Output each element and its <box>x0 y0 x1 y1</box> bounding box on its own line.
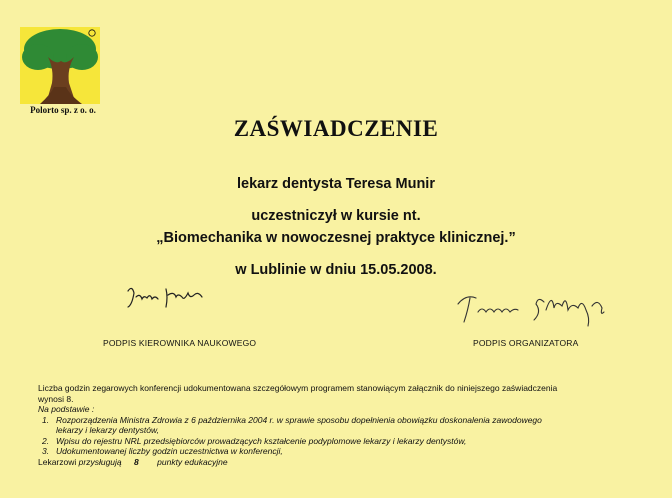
place-date-line: w Lublinie w dniu 15.05.2008. <box>235 262 437 278</box>
basis-list <box>38 415 658 457</box>
company-logo <box>20 27 100 104</box>
list-item: 3. Udokumentowanej liczby godzin uczestnictwa w konferencji, <box>42 446 283 456</box>
recipient-line: lekarz dentysta Teresa Munir <box>237 176 435 192</box>
tree-logo-icon <box>20 27 100 104</box>
company-name: Polorto sp. z o. o. <box>30 105 96 115</box>
organizer-signature <box>452 288 612 330</box>
list-item: 2. Wpisu do rejestru NRL przedsiębiorców prowadzących kształcenie podyplomowe lekarzy i lekarzy dentystów, <box>42 435 467 446</box>
organizer-caption: PODPIS ORGANIZATORA <box>473 338 579 348</box>
participation-line: uczestniczył w kursie nt. <box>251 208 421 224</box>
document-title: ZAŚWIADCZENIE <box>233 116 439 141</box>
footer-notes <box>38 383 658 467</box>
course-title: „Biomechanika w nowoczesnej praktyce klinicznej.” <box>156 230 516 246</box>
points-line: Lekarzowi przysługują 8 punkty edukacyjne <box>38 456 228 467</box>
scientific-director-signature <box>120 283 210 313</box>
hours-line: Liczba godzin zegarowych konferencji udokumentowana szczegółowym programem stanowiącym załącznik do niniejszego zaświadczenia <box>38 383 558 393</box>
basis-label: Na podstawie : <box>38 404 95 414</box>
hours-value: wynosi 8. <box>38 393 74 404</box>
list-item: 1. Rozporządzenia Ministra Zdrowia z 6 października 2004 r. w sprawie sposobu dopełnienia obowiązku doskonalenia zawodowego lekarzy i lekarzy dentystów, <box>42 414 542 435</box>
points-value: 8 <box>134 456 139 467</box>
scientific-director-caption: PODPIS KIEROWNIKA NAUKOWEGO <box>103 338 257 348</box>
